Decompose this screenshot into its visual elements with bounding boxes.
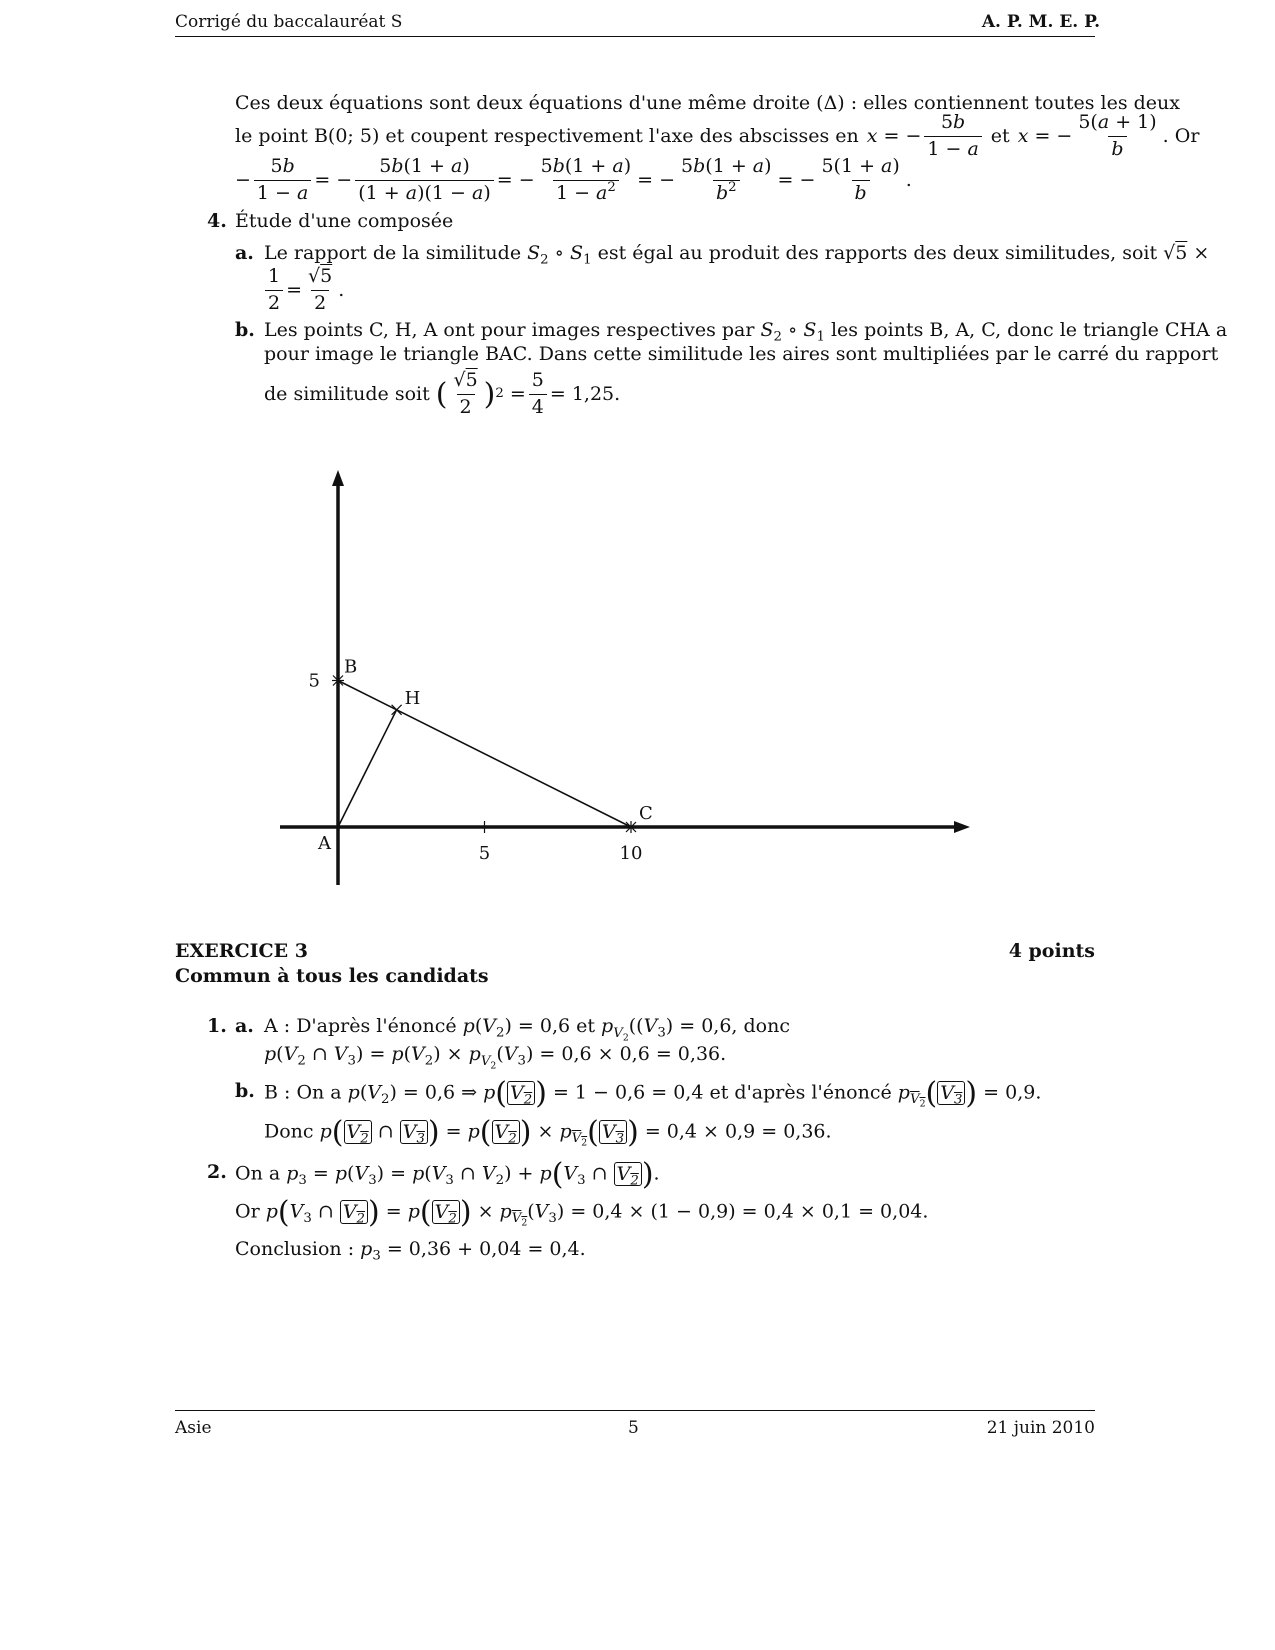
- question-4a-line1: Le rapport de la similitude $S_2$ ∘ $S_1$ est égal au produit des rapports des deux similitudes, soit √5 ×: [264, 242, 1210, 268]
- question-1b-text: B : On a: [264, 1081, 342, 1104]
- x-tick-label-10: 10: [619, 843, 643, 864]
- question-4-title: Étude d'une composée: [235, 210, 454, 232]
- footer-right: 21 juin 2010: [986, 1418, 1095, 1438]
- question-1-number: 1.: [207, 1015, 227, 1037]
- question-4a-line2: $\frac{1}{2}$ = $\frac{√5}{2}$ .: [262, 266, 344, 315]
- header-rule: [175, 36, 1095, 37]
- segment-AH: [338, 710, 397, 827]
- word-or: . Or: [1162, 125, 1200, 147]
- question-4b-line3: de similitude soit ( $\frac{√5}{2}$ ) 2 = $\frac{5}{4}$ = 1,25.: [264, 369, 621, 418]
- question-4a-text: Le rapport de la similitude: [264, 242, 522, 264]
- question-1b-mid: et d'après l'énoncé: [709, 1081, 892, 1104]
- header-left: Corrigé du baccalauréat S: [175, 12, 403, 32]
- question-2-conclusion: Conclusion : $p_3 = 0,36 + 0,04 = 0,4$.: [235, 1238, 586, 1264]
- question-2-text: On a: [235, 1162, 281, 1185]
- question-4b-text-c: de similitude soit: [264, 383, 430, 406]
- point-label-A: A: [318, 833, 331, 854]
- question-1b-line1: B : On a $p(V_2) = 0,6$ ⇒ p( $V_2$ ) = 1 − 0,6 = 0,4 et d'après l'énoncé $p_{V_2}$( $V_3$ ) = 0,9.: [264, 1076, 1042, 1111]
- equation-chain: − $\frac{5b}{1 - a}$ = − $\frac{5b(1 + a)}{(1 + a)(1 - a)}$ = − $\frac{5b(1 + a)}{1 - a^2}$ = − $\frac{5b(1 + a)}{b^2}$ = − $\frac{5(1 + a)}{b}$ .: [235, 155, 912, 204]
- y-tick-label-5: 5: [308, 670, 320, 692]
- y-axis-arrow: [332, 470, 344, 486]
- exercise-3-title-first: E: [175, 940, 190, 962]
- question-4a-text2: est égal au produit des rapports des deux similitudes, soit: [597, 242, 1158, 264]
- fraction-5b-over-1-minus-a: $\frac{5b}{1 - a}$: [924, 112, 981, 161]
- question-1b-line2: Donc p( $V_2$ ∩ $V_3$ ) = p( $V_2$ ) × $p_{V_2}$( $V_3$ ) = 0,4 × 0,9 = 0,36.: [264, 1115, 832, 1150]
- question-4b-line1: Les points C, H, A ont pour images respectives par $S_2$ ∘ $S_1$ les points B, A, C, donc le triangle CHA a: [264, 319, 1228, 345]
- fraction-5-a-plus-1-over-b: $\frac{5(a + 1)}{b}$: [1078, 111, 1157, 160]
- point-label-C: C: [639, 803, 653, 824]
- question-4b-label: b.: [235, 319, 255, 341]
- point-label-H: H: [404, 687, 421, 709]
- word-et: et: [990, 125, 1010, 147]
- x-tick-label-5: 5: [478, 843, 491, 864]
- exercise-3-title-rest: XERCICE 3: [189, 940, 308, 962]
- question-2-or: Or: [235, 1200, 260, 1223]
- point-label-B: B: [344, 656, 358, 678]
- exercise-3-points: 4 points: [1008, 940, 1095, 962]
- question-4b-line2: pour image le triangle BAC. Dans cette similitude les aires sont multipliées par le carré du rapport: [264, 343, 1219, 365]
- question-1a-line1: A : D'après l'énoncé $p(V_2) = 0,6$ et $p_{V_2}((V_3) = 0,6$, donc: [264, 1015, 790, 1043]
- triangle-figure: [270, 470, 970, 890]
- question-1a-donc: donc: [743, 1015, 790, 1037]
- question-2-line1: On a $p_3 = p(V_3) = p(V_3$ ∩ $V_2) + p(V_3$ ∩ $V_2$ ).: [235, 1157, 660, 1192]
- page-number: 5: [628, 1418, 639, 1438]
- question-2-number: 2.: [207, 1161, 227, 1183]
- paragraph-line-2-text: le point B(0; 5) et coupent respectivement l'axe des abscisses en: [235, 125, 859, 147]
- paragraph-line-1: Ces deux équations sont deux équations d'une même droite (Δ) : elles contiennent toutes les deux: [235, 92, 1180, 114]
- question-1a-label: a.: [235, 1015, 254, 1037]
- footer-rule: [175, 1410, 1095, 1411]
- x-axis-arrow: [954, 821, 970, 833]
- question-1b-donc: Donc: [264, 1120, 314, 1143]
- exercise-3-subtitle: Commun à tous les candidats: [175, 965, 489, 987]
- question-1b-label: b.: [235, 1080, 255, 1102]
- question-4b-text-a: Les points C, H, A ont pour images respectives par: [264, 319, 755, 341]
- question-4a-label: a.: [235, 242, 254, 264]
- footer-left: Asie: [175, 1418, 212, 1438]
- question-4-number: 4.: [207, 210, 227, 232]
- question-2-conclusion-label: Conclusion :: [235, 1238, 355, 1260]
- point-marker-H: [392, 705, 402, 715]
- segment-BC: [338, 681, 631, 828]
- exercise-3-title: [175, 940, 308, 962]
- question-2-line2: Or $p(V_3$ ∩ $V_2$ ) = p( $V_2$ ) × $p_{V_2}(V_3) = 0,4 \times (1 - 0,9) = 0,4 \times 0,1 = 0,04$.: [235, 1195, 929, 1230]
- header-right: A. P. M. E. P.: [981, 12, 1100, 32]
- question-1a-text: A : D'après l'énoncé: [264, 1015, 457, 1037]
- paragraph-line-2: le point B(0; 5) et coupent respectivement l'axe des abscisses en x = − $\frac{5b}{1 - a}$ et x = − $\frac{5(a + 1)}{b}$ . Or: [235, 111, 1200, 160]
- question-4b-text-b: les points B, A, C, donc le triangle CHA a: [830, 319, 1228, 341]
- question-1a-line2: $p(V_2$ ∩ $V_3) = p(V_2) \times p_{V_2}(V_3) = 0,6 \times 0,6 = 0,36$.: [264, 1043, 727, 1071]
